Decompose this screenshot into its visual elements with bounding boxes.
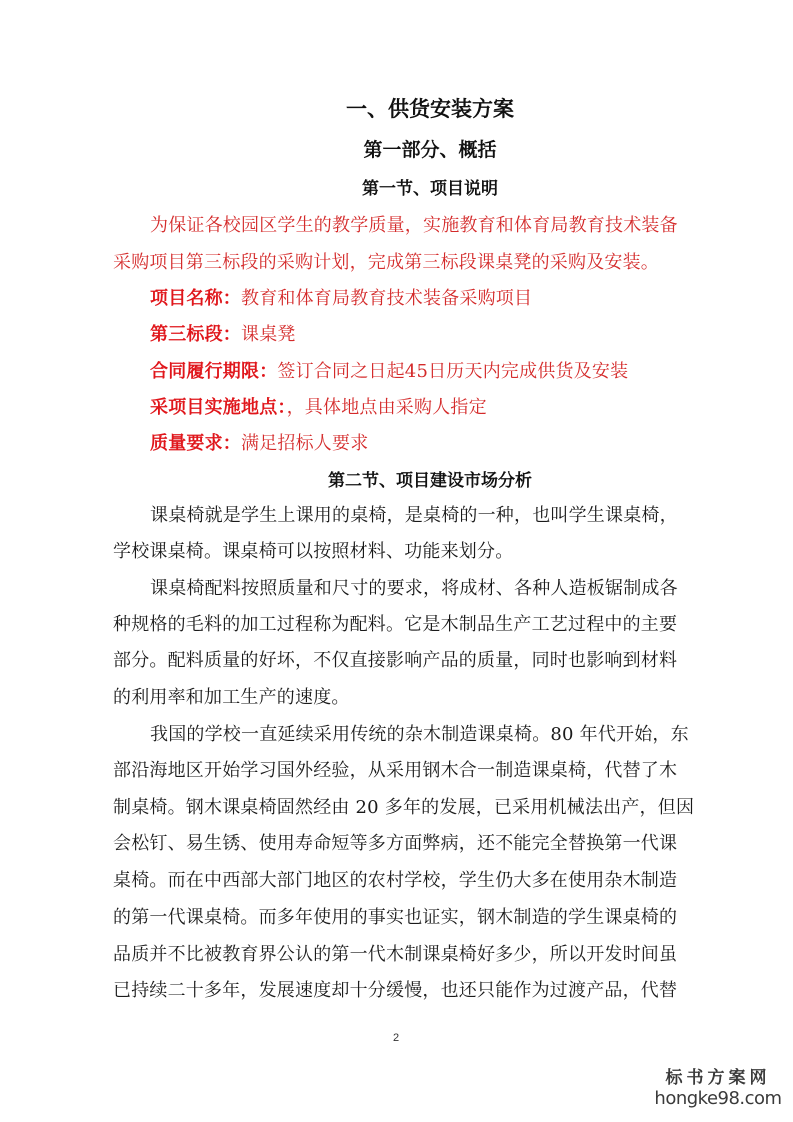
paragraph-line: 的第一代课桌椅。而多年使用的事实也证实，钢木制造的学生课桌椅的 <box>113 907 678 928</box>
page-number: 2 <box>392 1032 400 1044</box>
paragraph-line: 会松钉、易生锈、使用寿命短等多方面弊病，还不能完全替换第一代课 <box>113 833 678 854</box>
paragraph-line: 课桌椅配料按照质量和尺寸的要求，将成材、各种人造板锯制成各 <box>150 578 678 599</box>
paragraph-line: 我国的学校一直延续采用传统的杂木制造课桌椅。80 年代开始，东 <box>150 724 689 745</box>
intro-line: 采购项目第三标段的采购计划，完成第三标段课桌凳的采购及安装。 <box>113 252 659 273</box>
item-value: 签订合同之日起45日历天内完成供货及安装 <box>277 361 629 382</box>
item-label: 采项目实施地点： <box>150 397 287 418</box>
part-title: 第一部分、概括 <box>363 139 497 161</box>
paragraph-line: 种规格的毛料的加工过程称为配料。它是木制品生产工艺过程中的主要 <box>113 614 678 635</box>
item-label: 合同履行期限： <box>150 361 278 382</box>
paragraph-line: 制桌椅。钢木课桌椅固然经由 20 多年的发展，已采用机械法出产，但因 <box>113 797 695 818</box>
paragraph-line: 品质并不比被教育界公认的第一代木制课桌椅好多少，所以开发时间虽 <box>113 944 678 965</box>
item-value: 满足招标人要求 <box>241 433 369 454</box>
paragraph-line: 的利用率和加工生产的速度。 <box>113 687 350 708</box>
paragraph-line: 已持续二十多年，发展速度却十分缓慢，也还只能作为过渡产品，代替 <box>113 980 678 1001</box>
document-title: 一、供货安装方案 <box>346 97 514 121</box>
paragraph-line: 部沿海地区开始学习国外经验，从采用钢木合一制造课桌椅，代替了木 <box>113 760 678 781</box>
item-label: 项目名称： <box>150 288 241 309</box>
paragraph-line: 部分。配料质量的好坏，不仅直接影响产品的质量，同时也影响到材料 <box>113 650 678 671</box>
project-item-location <box>150 397 487 419</box>
project-item-name <box>150 288 532 310</box>
paragraph-line: 桌椅。而在中西部大部门地区的农村学校，学生仍大多在使用杂木制造 <box>113 870 678 891</box>
watermark-en: hongke98.com <box>654 1088 782 1109</box>
project-item-period <box>150 361 628 383</box>
item-value: 课桌凳 <box>241 324 296 345</box>
item-label: 质量要求： <box>150 433 241 454</box>
item-value: 教育和体育局教育技术装备采购项目 <box>241 288 533 309</box>
item-label: 第三标段： <box>150 324 241 345</box>
section1-title: 第一节、项目说明 <box>362 179 498 199</box>
intro-line: 为保证各校园区学生的教学质量，实施教育和体育局教育技术装备 <box>150 215 678 236</box>
project-item-lot <box>150 324 296 346</box>
item-value: ，具体地点由采购人指定 <box>286 397 487 418</box>
project-item-quality <box>150 433 368 455</box>
paragraph-line: 学校课桌椅。课桌椅可以按照材料、功能来划分。 <box>113 541 514 562</box>
section2-title: 第二节、项目建设市场分析 <box>328 471 532 491</box>
watermark-logo <box>648 1068 788 1110</box>
paragraph-line: 课桌椅就是学生上课用的桌椅，是桌椅的一种，也叫学生课桌椅， <box>150 505 678 526</box>
watermark-cn: 标书方案网 <box>665 1068 771 1088</box>
